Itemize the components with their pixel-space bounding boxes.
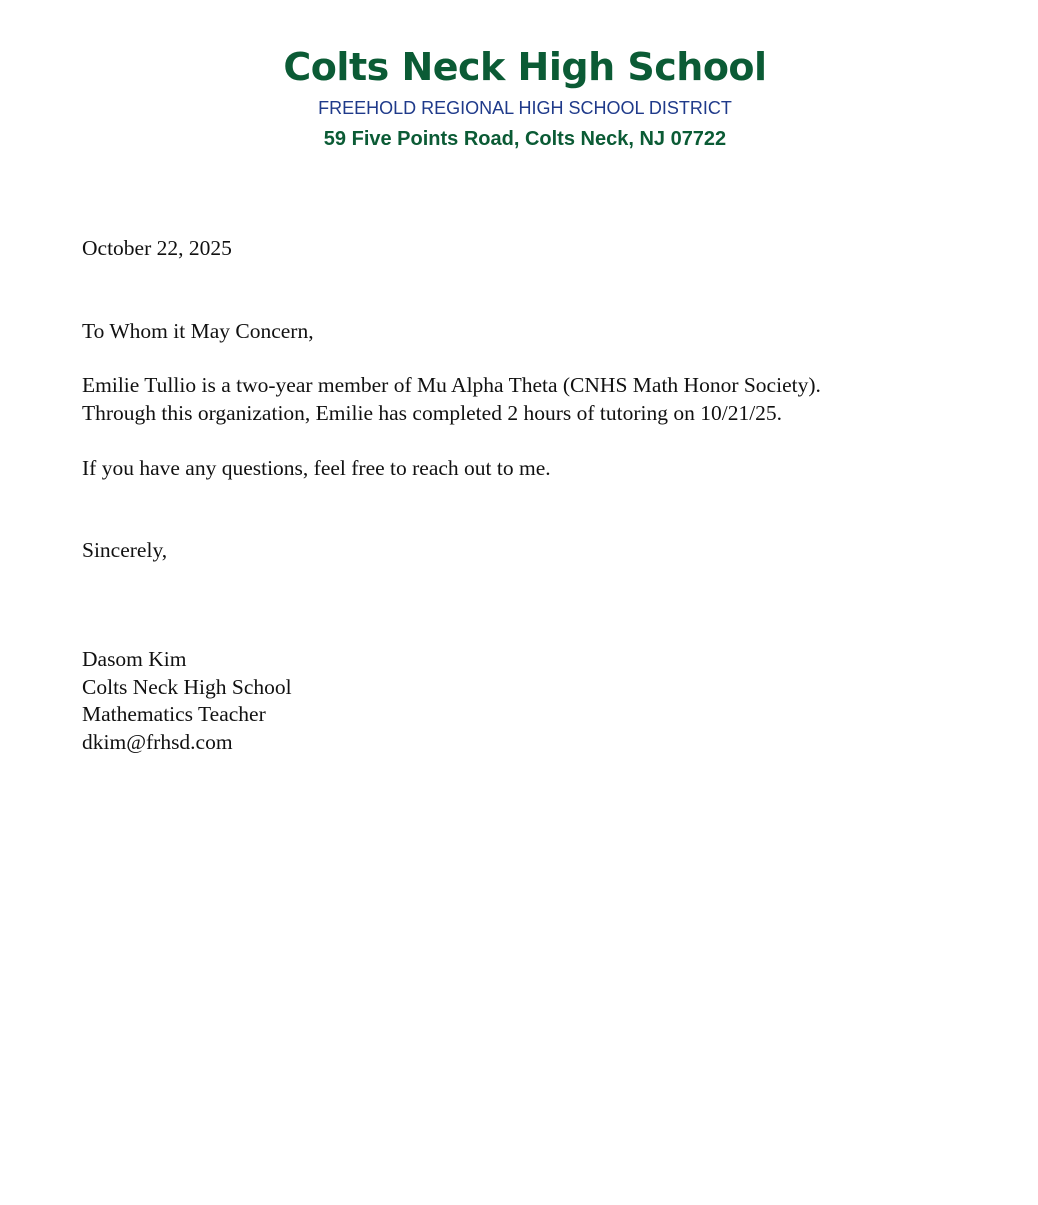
body-line-2: Through this organization, Emilie has completed 2 hours of tutoring on 10/21/25. xyxy=(82,400,783,425)
signer-title: Mathematics Teacher xyxy=(82,702,266,726)
closing: Sincerely, xyxy=(82,538,168,562)
school-name: Colts Neck High School xyxy=(283,45,767,89)
letterhead xyxy=(0,40,1038,152)
body-paragraph-2: If you have any questions, feel free to reach out to me. xyxy=(82,456,551,480)
signer-name: Dasom Kim xyxy=(82,647,187,671)
body-paragraph-1 xyxy=(82,372,982,427)
signer-school: Colts Neck High School xyxy=(82,674,292,699)
salutation: To Whom it May Concern, xyxy=(82,319,314,343)
signer-email: dkim@frhsd.com xyxy=(82,729,233,754)
signature-block xyxy=(82,646,982,756)
body-line-1: Emilie Tullio is a two-year member of Mu Alpha Theta (CNHS Math Honor Society). xyxy=(82,373,821,397)
district-name: FREEHOLD REGIONAL HIGH SCHOOL DISTRICT xyxy=(318,98,732,118)
letter-date: October 22, 2025 xyxy=(82,236,232,260)
school-address: 59 Five Points Road, Colts Neck, NJ 07722 xyxy=(323,128,727,150)
